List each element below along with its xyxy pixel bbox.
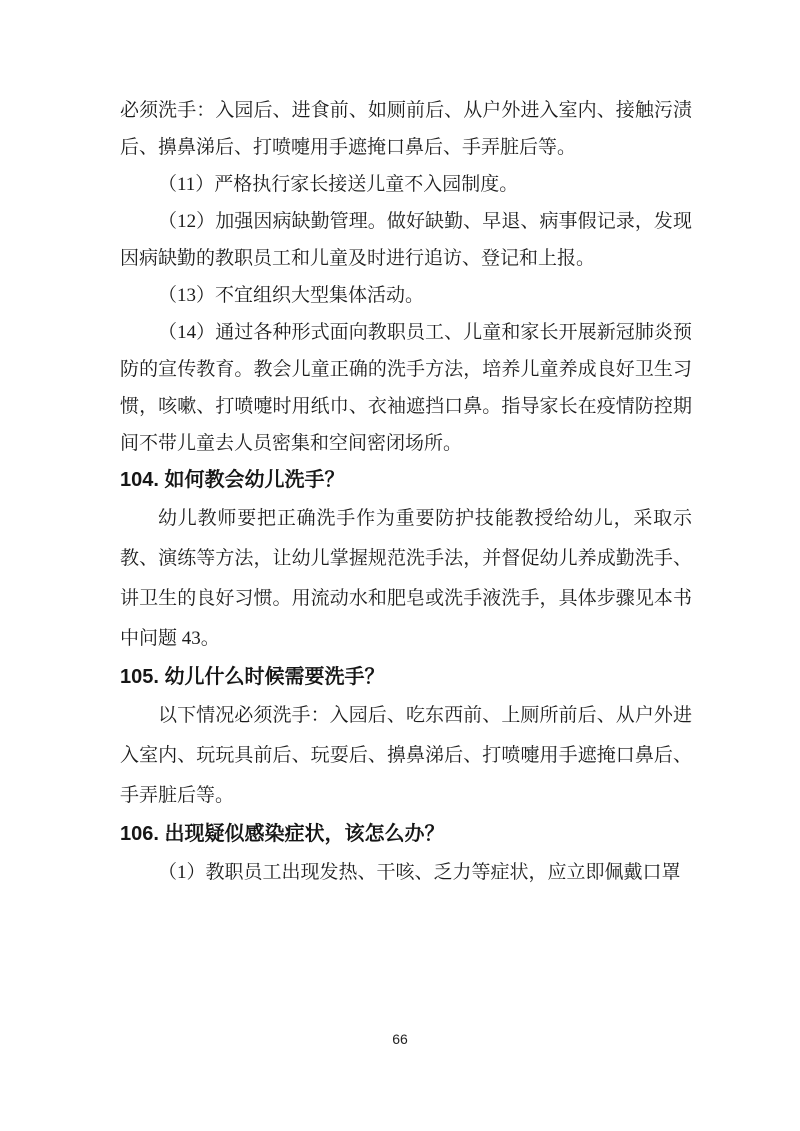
question-105-heading: 105. 幼儿什么时候需要洗手？ (120, 666, 385, 688)
page-footer (0, 1031, 800, 1049)
question-106-heading: 106. 出现疑似感染症状，该怎么办？ (120, 823, 445, 845)
question-105-answer: 以下情况必须洗手：入园后、吃东西前、上厕所前后、从户外进入室内、玩玩具前后、玩耍后、擤鼻涕后、打喷嚏用手遮掩口鼻后、手弄脏后等。 (120, 705, 692, 806)
paragraph-item-13: （13）不宜组织大型集体活动。 (158, 285, 425, 306)
paragraph-item-12: （12）加强因病缺勤管理。做好缺勤、早退、病事假记录，发现因病缺勤的教职员工和儿童及时进行追访、登记和上报。 (120, 211, 692, 269)
question-104-answer: 幼儿教师要把正确洗手作为重要防护技能教授给幼儿，采取示教、演练等方法，让幼儿掌握规范洗手法，并督促幼儿养成勤洗手、讲卫生的良好习惯。用流动水和肥皂或洗手液洗手，具体步骤见本书中问题 43。 (120, 508, 692, 649)
question-106-answer-item-1: （1）教职员工出现发热、干咳、乏力等症状，应立即佩戴口罩 (158, 862, 681, 883)
question-104-heading: 104. 如何教会幼儿洗手？ (120, 469, 345, 491)
paragraph-item-14: （14）通过各种形式面向教职员工、儿童和家长开展新冠肺炎预防的宣传教育。教会儿童正确的洗手方法，培养儿童养成良好卫生习惯，咳嗽、打喷嚏时用纸巾、衣袖遮挡口鼻。指导家长在疫情防控期间不带儿童去人员密集和空间密闭场所。 (120, 322, 692, 454)
page-number: 66 (392, 1031, 408, 1047)
paragraph-item-11: （11）严格执行家长接送儿童不入园制度。 (158, 174, 519, 195)
paragraph-handwash-continuation: 必须洗手：入园后、进食前、如厕前后、从户外进入室内、接触污渍后、擤鼻涕后、打喷嚏用手遮掩口鼻后、手弄脏后等。 (120, 100, 692, 158)
